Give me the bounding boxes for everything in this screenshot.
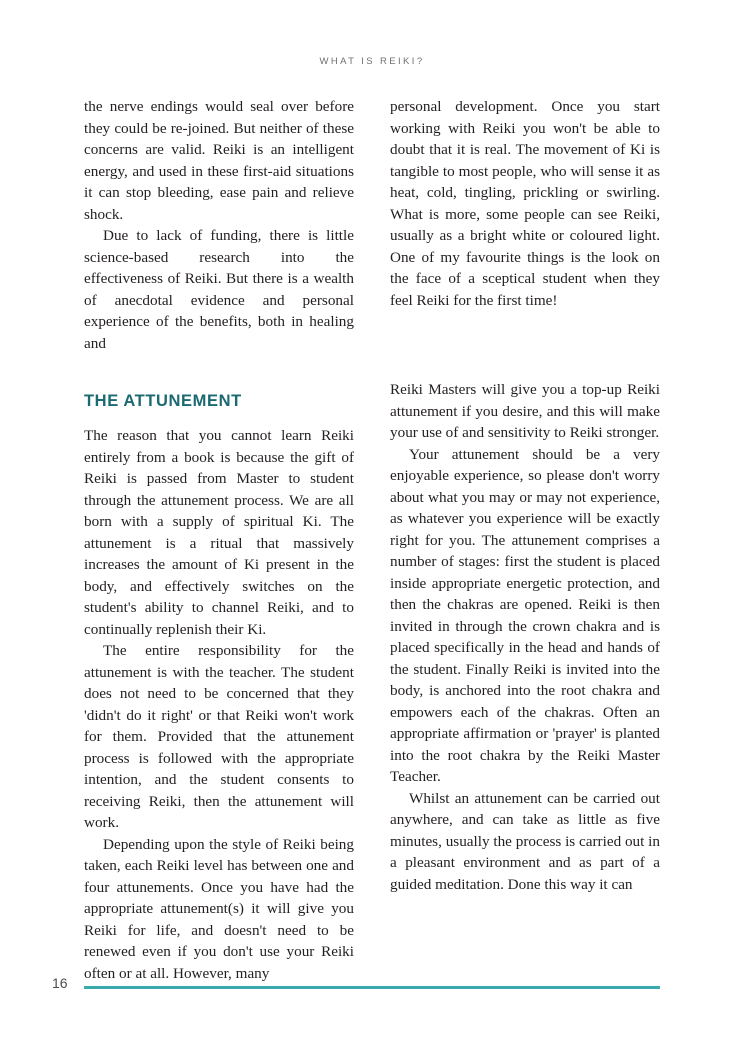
running-head: WHAT IS REIKI? [319, 56, 425, 67]
paragraph: personal development. Once you start working with Reiki you won't be able to doubt that it is real. The movement of Ki is tangible to most people, who will sense it as heat, cold, tingling, prickling or swirling. What is more, some people can see Reiki, usually as a bright white or coloured light. One of my favourite things is the look on the face of a sceptical student when they feel Reiki for the first time! [390, 98, 660, 309]
paragraph: Your attunement should be a very enjoyable experience, so please don't worry about what you may or may not experience, as whatever you experience will be exactly right for you. The attunement comprises a number of stages: first the student is placed inside appropriate energetic protection, and then the chakras are opened. Reiki is then invited in through the crown chakra and is placed specifically in the head and hands of the student. Finally Reiki is invited into the body, is anchored into the root chakra and empowers each of the chakras. Often an appropriate affirmation or 'prayer' is planted into the root chakra by the Reiki Master Teacher. [390, 445, 660, 785]
page-number: 16 [52, 975, 68, 991]
right-column [390, 96, 660, 984]
paragraph: Depending upon the style of Reiki being taken, each Reiki level has between one and four attunements. Once you have had the appropriate attunement(s) it will give you Reiki for life, and doesn't need to be renewed even if you don't use your Reiki often or at all. However, many [84, 835, 354, 982]
left-column [84, 96, 354, 984]
heading-spacer [390, 311, 660, 379]
two-column-body [84, 96, 660, 984]
section-heading: THE ATTUNEMENT [84, 392, 242, 410]
paragraph: Reiki Masters will give you a top-up Reiki attunement if you desire, and this will make your use of and sensitivity to Reiki stronger. [390, 381, 660, 441]
paragraph: Due to lack of funding, there is little science-based research into the effectiveness of Reiki. But there is a wealth of anecdotal evidence and personal experience of the benefits, both in healing and [84, 227, 354, 352]
paragraph: Whilst an attunement can be carried out anywhere, and can take as little as five minutes, usually the process is carried out in a pleasant environment and as part of a guided meditation. Done this way it can [390, 789, 660, 893]
paragraph: the nerve endings would seal over before they could be re-joined. But neither of these concerns are valid. Reiki is an intelligent energy, and used in these first-aid situations it can stop bleeding, ease pain and relieve shock. [84, 98, 354, 223]
footer-rule [84, 986, 660, 989]
paragraph: The reason that you cannot learn Reiki entirely from a book is because the gift of Reiki is passed from Master to student through the attunement process. We are all born with a supply of spiritual Ki. The attunement is a ritual that massively increases the amount of Ki present in the body, and effectively switches on the student's ability to channel Reiki, and to continually replenish their Ki. [84, 427, 354, 638]
paragraph: The entire responsibility for the attunement is with the teacher. The student does not need to be concerned that they 'didn't do it right' or that Reiki won't work for them. Provided that the attunement process is followed with the appropriate intention, and the student consents to receiving Reiki, then the attunement will work. [84, 642, 354, 831]
